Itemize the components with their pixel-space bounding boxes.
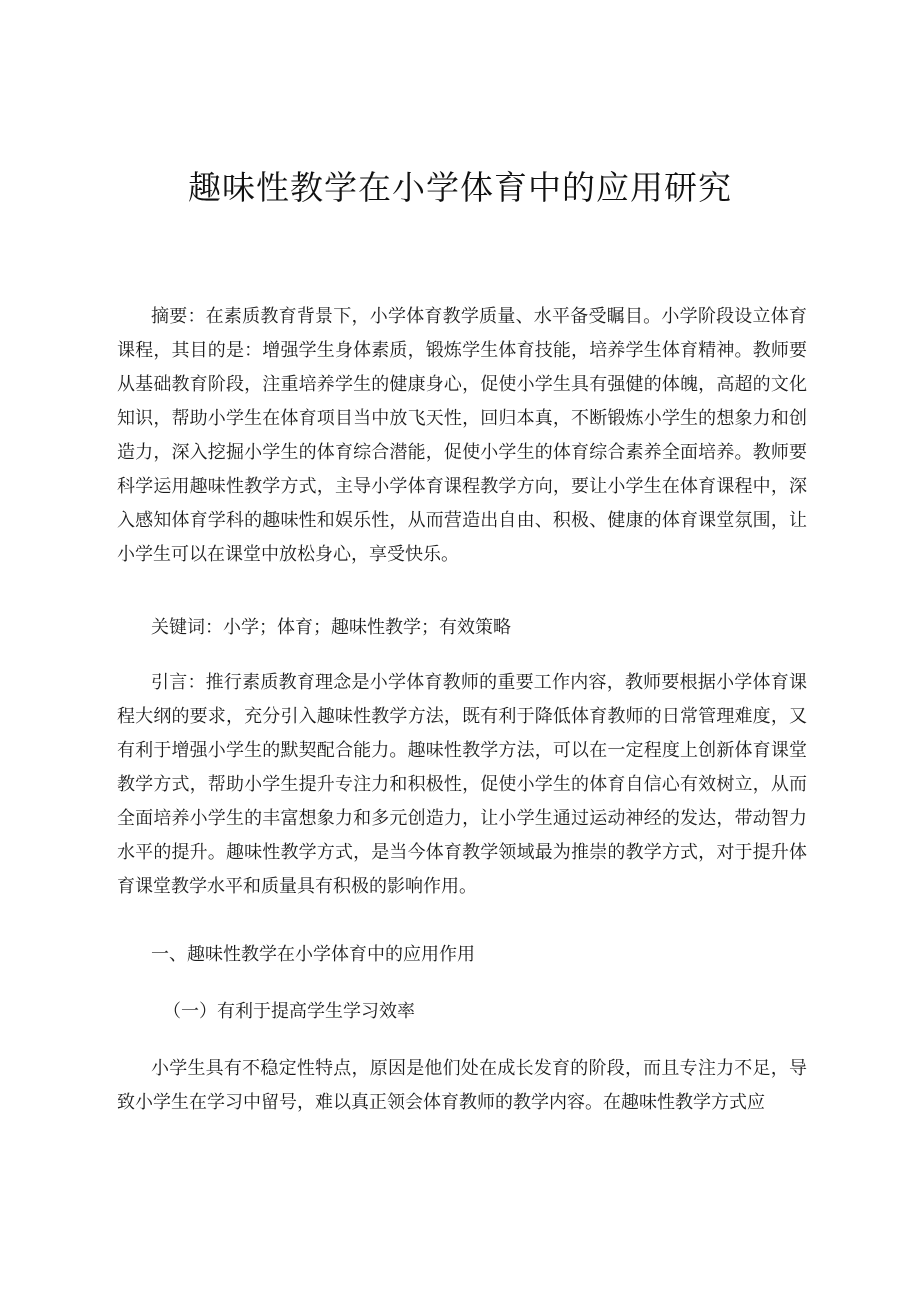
subsection-heading: （一）有利于提高学生学习效率 [163, 1001, 415, 1022]
subsection-body-paragraph: 小学生具有不稳定性特点，原因是他们处在成长发育的阶段，而且专注力不足，导致小学生在学习中留号，难以真正领会体育教师的教学内容。在趣味性教学方式应 [117, 1058, 807, 1113]
intro-paragraph: 引言：推行素质教育理念是小学体育教师的重要工作内容，教师要根据小学体育课程大纲的要求，充分引入趣味性教学方法，既有利于降低体育教师的日常管理难度，又有利于增强小学生的默契配合能力。趣味性教学方法，可以在一定程度上创新体育课堂教学方式，帮助小学生提升专注力和积极性，促使小学生的体育自信心有效树立，从而全面培养小学生的丰富想象力和多元创造力，让小学生通过运动神经的发达，带动智力水平的提升。趣味性教学方式，是当今体育教学领域最为推崇的教学方式，对于提升体育课堂教学水平和质量具有积极的影响作用。 [117, 672, 807, 897]
section-heading: 一、趣味性教学在小学体育中的应用作用 [151, 944, 475, 965]
keywords-paragraph: 关键词：小学；体育；趣味性教学；有效策略 [151, 617, 511, 638]
document-title: 趣味性教学在小学体育中的应用研究 [188, 168, 732, 207]
abstract-paragraph: 摘要：在素质教育背景下，小学体育教学质量、水平备受瞩目。小学阶段设立体育课程，其目的是：增强学生身体素质，锻炼学生体育技能，培养学生体育精神。教师要从基础教育阶段，注重培养学生的健康身心，促使小学生具有强健的体魄，高超的文化知识，帮助小学生在体育项目当中放飞天性，回归本真，不断锻炼小学生的想象力和创造力，深入挖掘小学生的体育综合潜能，促使小学生的体育综合素养全面培养。教师要科学运用趣味性教学方式，主导小学体育课程教学方向，要让小学生在体育课程中，深入感知体育学科的趣味性和娱乐性，从而营造出自由、积极、健康的体育课堂氛围，让小学生可以在课堂中放松身心，享受快乐。 [117, 306, 807, 565]
